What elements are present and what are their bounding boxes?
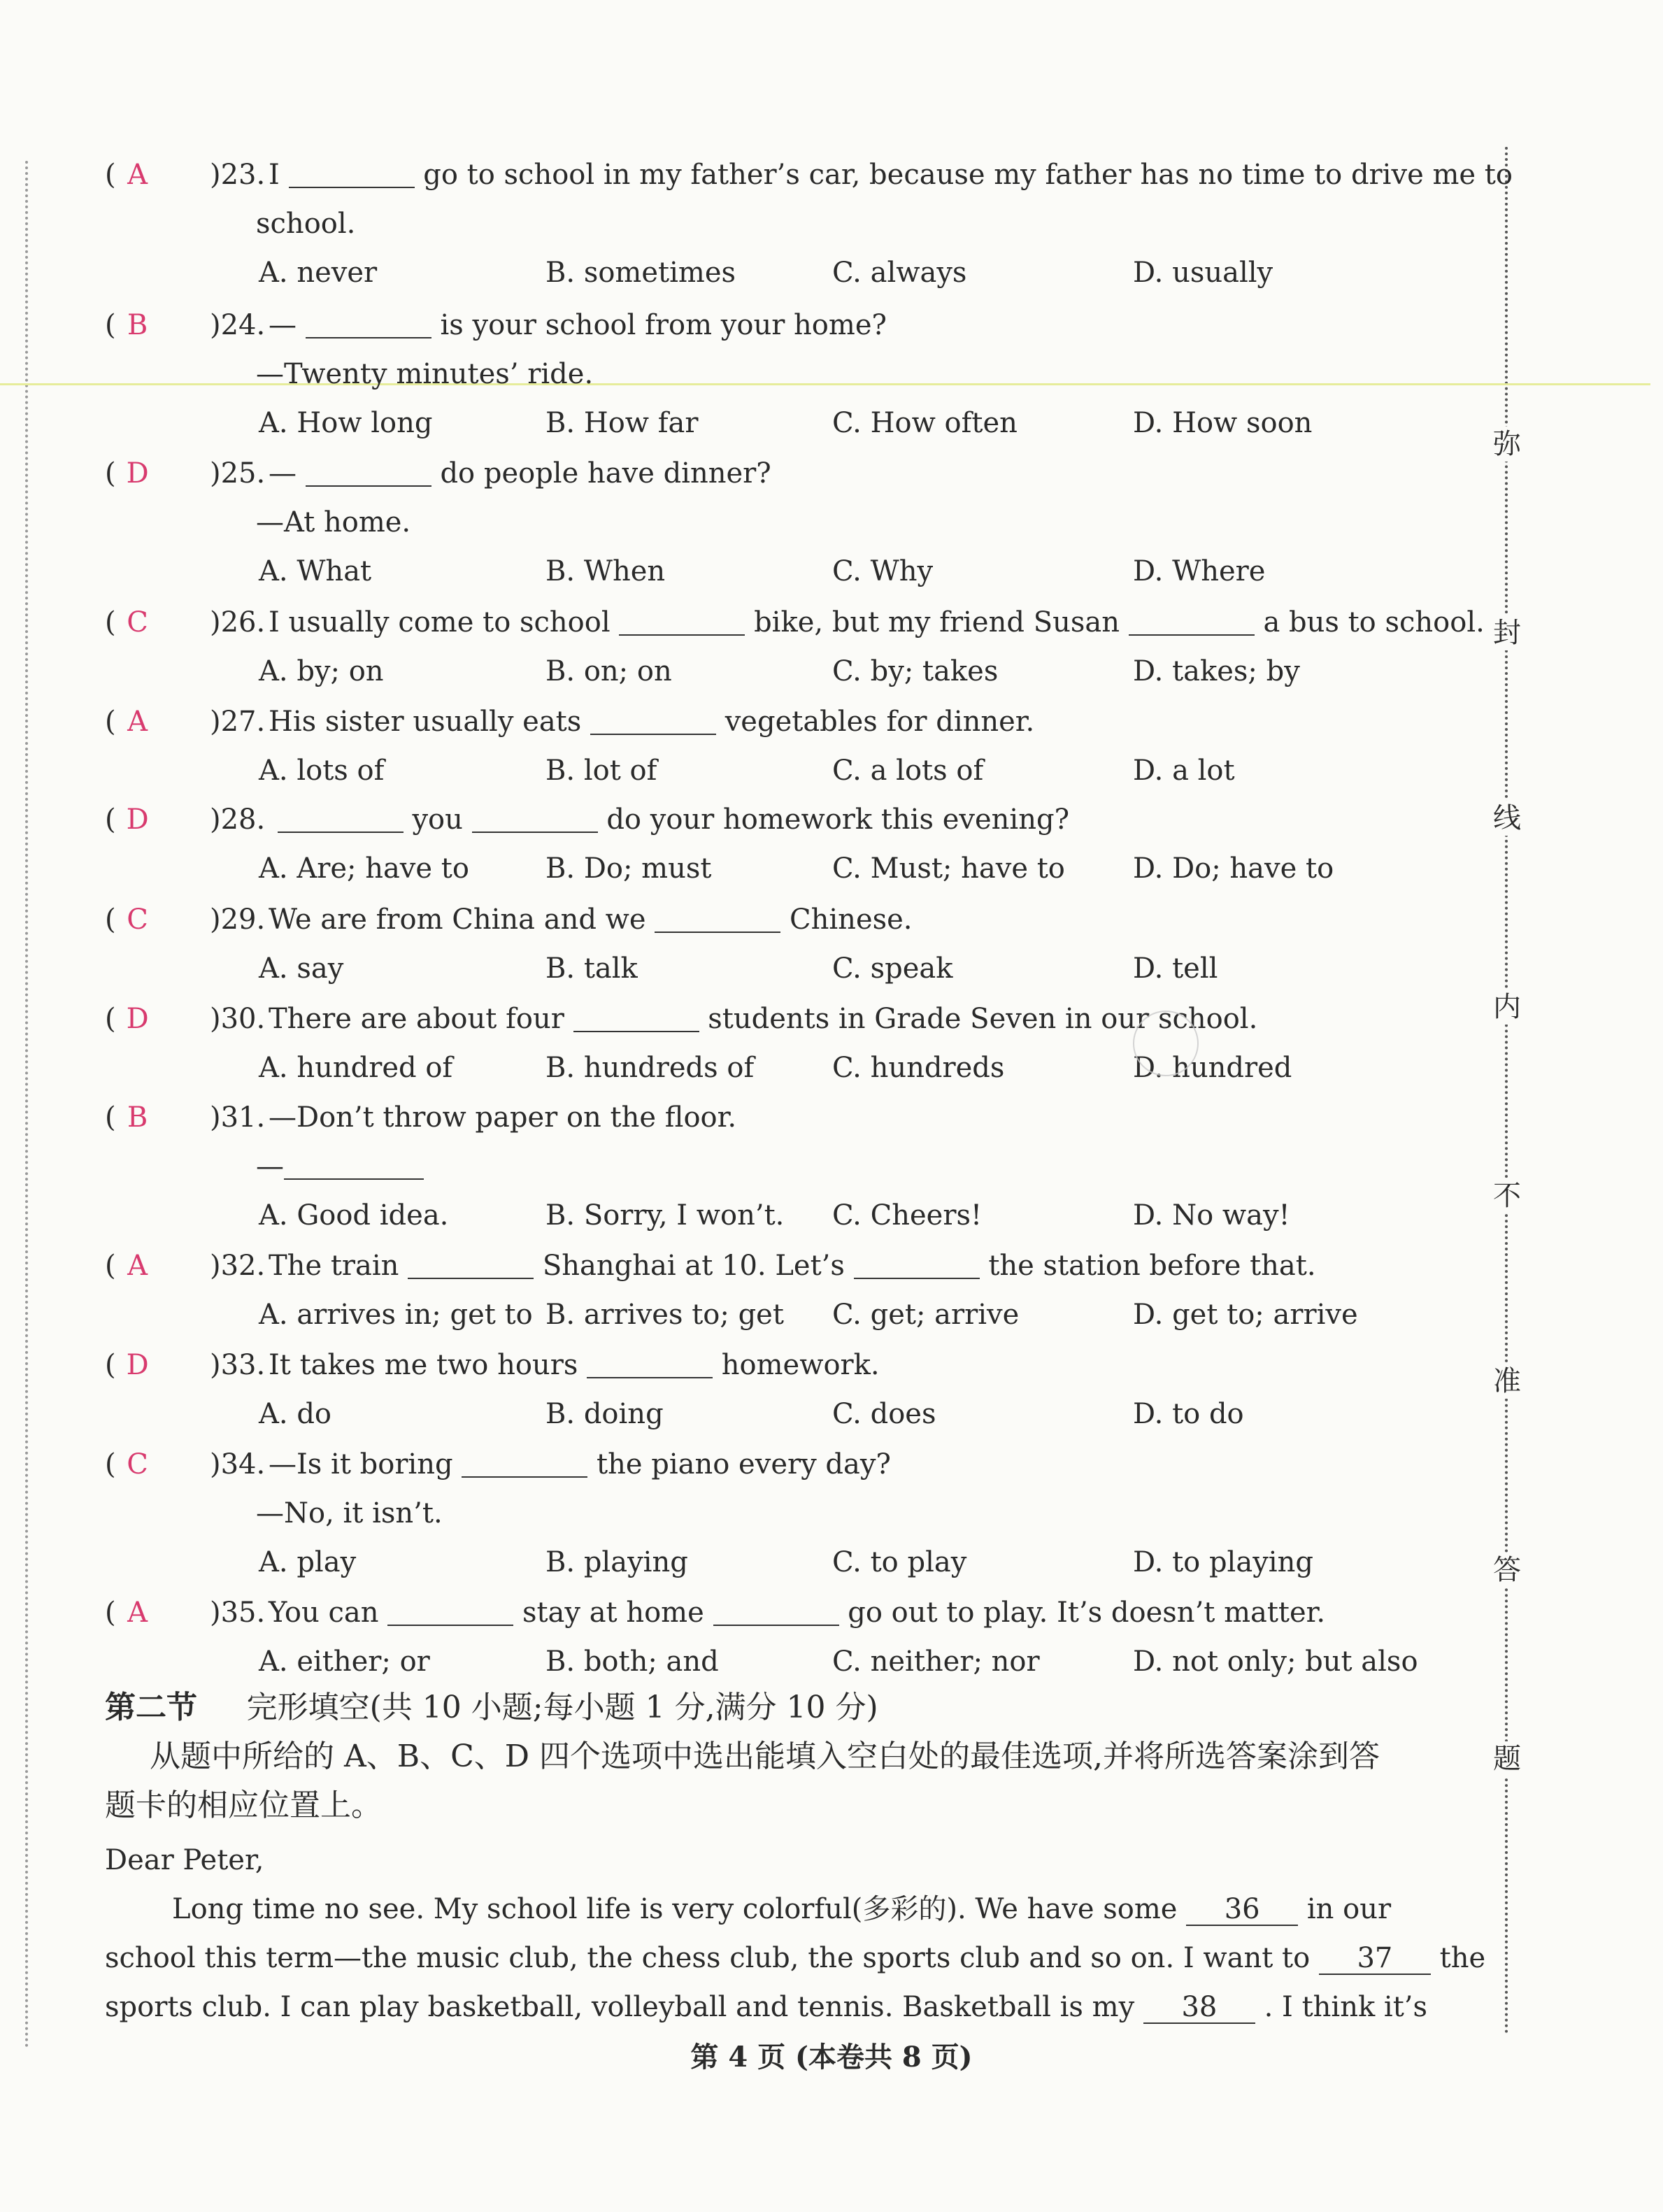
answer-paren: ( A <box>105 154 210 196</box>
answer-blank[interactable] <box>278 804 404 833</box>
option-a[interactable]: A. How long <box>259 407 433 439</box>
answer-blank[interactable] <box>387 1597 513 1626</box>
option-c[interactable]: C. Cheers! <box>832 1199 983 1232</box>
option-a[interactable]: A. arrives in; get to <box>259 1299 533 1331</box>
question-row <box>105 1097 736 1139</box>
cloze-blank-36[interactable]: 36 <box>1186 1888 1298 1926</box>
letter-line-3: sports club. I can play basketball, volleyball and tennis. Basketball is my 38 . I think it’s <box>105 1986 1427 2028</box>
answer-blank[interactable] <box>472 804 598 833</box>
question-number: )26. <box>210 606 266 638</box>
option-c[interactable]: C. hundreds <box>832 1052 1005 1084</box>
left-binding-line <box>25 161 28 2049</box>
side-char-3: 线 <box>1493 802 1521 834</box>
option-a[interactable]: A. play <box>259 1546 357 1578</box>
option-b[interactable]: B. doing <box>545 1398 664 1430</box>
option-b[interactable]: B. talk <box>545 952 638 985</box>
question-text-1: You can <box>269 1597 379 1629</box>
question-row <box>105 701 1034 743</box>
option-b[interactable]: B. playing <box>545 1546 688 1578</box>
letter-line-1: Long time no see. My school life is very colorful(多彩的). We have some 36 in our <box>172 1888 1391 1930</box>
section-title: 第二节 <box>105 1690 197 1725</box>
option-d[interactable]: D. hundred <box>1133 1052 1292 1084</box>
question-number: )34. <box>210 1448 266 1480</box>
option-a[interactable]: A. hundred of <box>259 1052 453 1084</box>
answer-paren: ( C <box>105 1443 210 1485</box>
question-row <box>105 1245 1316 1287</box>
question-continuation: —At home. <box>256 506 411 538</box>
question-text-2: Chinese. <box>790 904 913 936</box>
answer-blank[interactable] <box>590 706 716 735</box>
answer-paren: ( A <box>105 1245 210 1287</box>
question-text-2: you <box>412 804 463 836</box>
question-text-1: It takes me two hours <box>269 1349 578 1381</box>
answer-blank[interactable] <box>462 1448 587 1478</box>
question-text-3: a bus to school. <box>1263 606 1485 638</box>
option-b[interactable]: B. Do; must <box>545 852 712 885</box>
side-char-6: 准 <box>1493 1365 1521 1397</box>
question-text-1: — <box>269 457 297 490</box>
question-text-2: students in Grade Seven in our school. <box>708 1003 1258 1035</box>
question-text-1: I <box>269 159 280 191</box>
option-b[interactable]: B. arrives to; get <box>545 1299 784 1331</box>
question-row <box>105 998 1257 1040</box>
cloze-blank-38[interactable]: 38 <box>1143 1986 1255 2024</box>
answer-letter: B <box>127 1101 148 1134</box>
question-text-2: is your school from your home? <box>440 309 887 341</box>
option-b[interactable]: B. on; on <box>545 655 672 687</box>
question-continuation: —Twenty minutes’ ride. <box>256 358 594 390</box>
option-d[interactable]: D. No way! <box>1133 1199 1290 1232</box>
option-c[interactable]: C. a lots of <box>832 755 984 787</box>
question-number: )31. <box>210 1101 266 1134</box>
option-d[interactable]: D. Do; have to <box>1133 852 1334 885</box>
option-c[interactable]: C. speak <box>832 952 953 985</box>
question-row <box>105 304 887 346</box>
cloze-blank-37[interactable]: 37 <box>1319 1937 1431 1975</box>
answer-letter: A <box>127 159 148 191</box>
question-continuation: school. <box>256 208 356 240</box>
answer-paren: ( B <box>105 304 210 346</box>
option-c[interactable]: C. How often <box>832 407 1018 439</box>
option-c[interactable]: C. to play <box>832 1546 967 1578</box>
answer-blank[interactable] <box>587 1349 713 1378</box>
instruction-line-1: 从题中所给的 A、B、C、D 四个选项中选出能填入空白处的最佳选项,并将所选答案涂到答 <box>150 1739 1380 1774</box>
side-char-4: 内 <box>1493 991 1521 1023</box>
answer-blank[interactable] <box>306 457 431 487</box>
question-row <box>105 154 1513 196</box>
option-d[interactable]: D. takes; by <box>1133 655 1300 687</box>
option-a[interactable]: A. do <box>259 1398 332 1430</box>
answer-letter: B <box>127 309 148 341</box>
option-d[interactable]: D. to playing <box>1133 1546 1313 1578</box>
option-c[interactable]: C. Must; have to <box>832 852 1065 885</box>
section-heading <box>105 1685 878 1730</box>
question-text-1: —Don’t throw paper on the floor. <box>269 1101 737 1134</box>
question-number: )32. <box>210 1250 266 1282</box>
question-number: )35. <box>210 1597 266 1629</box>
question-text-1: I usually come to school <box>269 606 611 638</box>
question-text-1: There are about four <box>269 1003 564 1035</box>
question-row <box>105 601 1485 643</box>
option-a[interactable]: A. never <box>259 257 378 289</box>
question-text-3: do your homework this evening? <box>606 804 1070 836</box>
answer-paren: ( A <box>105 1592 210 1634</box>
answer-letter: D <box>126 1003 149 1035</box>
question-row <box>105 899 913 941</box>
side-char-2: 封 <box>1493 617 1521 649</box>
question-row <box>105 1443 891 1485</box>
answer-paren: ( D <box>105 1344 210 1386</box>
option-b[interactable]: B. sometimes <box>545 257 736 289</box>
letter-line-2: school this term—the music club, the chess club, the sports club and so on. I want to 37 the <box>105 1937 1485 1979</box>
question-text-2: bike, but my friend Susan <box>754 606 1120 638</box>
answer-blank[interactable] <box>408 1250 534 1279</box>
option-b[interactable]: B. Sorry, I won’t. <box>545 1199 785 1232</box>
question-continuation: —No, it isn’t. <box>256 1497 443 1529</box>
answer-blank[interactable] <box>289 159 415 188</box>
question-text-3: go out to play. It’s doesn’t matter. <box>848 1597 1326 1629</box>
option-a[interactable]: A. by; on <box>259 655 384 687</box>
side-char-1: 弥 <box>1493 428 1521 460</box>
option-d[interactable]: D. usually <box>1133 257 1273 289</box>
option-a[interactable]: A. Are; have to <box>259 852 469 885</box>
answer-blank[interactable] <box>1129 606 1255 636</box>
answer-blank[interactable] <box>284 1150 424 1180</box>
answer-blank[interactable] <box>655 904 780 933</box>
option-a[interactable]: A. lots of <box>259 755 385 787</box>
option-a[interactable]: A. Good idea. <box>259 1199 449 1232</box>
question-number: )28. <box>210 804 266 836</box>
side-char-5: 不 <box>1493 1180 1521 1212</box>
option-d[interactable]: D. tell <box>1133 952 1218 985</box>
answer-letter: C <box>127 606 148 638</box>
question-number: )25. <box>210 457 266 490</box>
answer-paren: ( D <box>105 452 210 494</box>
option-a[interactable]: A. say <box>259 952 344 985</box>
option-d[interactable]: D. not only; but also <box>1133 1646 1418 1678</box>
answer-letter: C <box>127 904 148 936</box>
answer-paren: ( B <box>105 1097 210 1139</box>
question-text-2: stay at home <box>522 1597 704 1629</box>
option-c[interactable]: C. does <box>832 1398 936 1430</box>
question-number: )29. <box>210 904 266 936</box>
question-text-1: His sister usually eats <box>269 706 582 738</box>
answer-paren: ( D <box>105 799 210 841</box>
question-row <box>105 1344 880 1386</box>
answer-letter: D <box>126 804 149 836</box>
letter-greeting: Dear Peter, <box>105 1844 264 1876</box>
question-number: )30. <box>210 1003 266 1035</box>
question-text-3: the station before that. <box>988 1250 1316 1282</box>
question-text-1: We are from China and we <box>269 904 646 936</box>
option-d[interactable]: D. How soon <box>1133 407 1313 439</box>
option-c[interactable]: C. by; takes <box>832 655 999 687</box>
question-text-2: go to school in my father’s car, because my father has no time to drive me to <box>423 159 1513 191</box>
page-footer: 第 4 页 (本卷共 8 页) <box>690 2041 973 2074</box>
answer-paren: ( A <box>105 701 210 743</box>
answer-paren: ( C <box>105 899 210 941</box>
answer-blank[interactable] <box>713 1597 839 1626</box>
answer-blank[interactable] <box>306 309 431 338</box>
question-number: )33. <box>210 1349 266 1381</box>
question-number: )23. <box>210 159 266 191</box>
option-c[interactable]: C. neither; nor <box>832 1646 1040 1678</box>
option-d[interactable]: D. to do <box>1133 1398 1244 1430</box>
option-c[interactable]: C. always <box>832 257 967 289</box>
answer-blank[interactable] <box>854 1250 980 1279</box>
question-row <box>105 799 1069 841</box>
question-continuation: — <box>256 1146 424 1187</box>
question-text-2: do people have dinner? <box>440 457 771 490</box>
question-text-2: homework. <box>721 1349 880 1381</box>
question-text-2: Shanghai at 10. Let’s <box>542 1250 845 1282</box>
option-c[interactable]: C. get; arrive <box>832 1299 1020 1331</box>
question-text-1: — <box>269 309 297 341</box>
question-row <box>105 1592 1325 1634</box>
question-number: )27. <box>210 706 266 738</box>
option-b[interactable]: B. How far <box>545 407 699 439</box>
option-d[interactable]: D. get to; arrive <box>1133 1299 1358 1331</box>
question-text-2: vegetables for dinner. <box>725 706 1035 738</box>
question-row <box>105 452 771 494</box>
answer-letter: D <box>126 1349 149 1381</box>
answer-letter: A <box>127 1250 148 1282</box>
question-text-1: The train <box>269 1250 399 1282</box>
option-d[interactable]: D. Where <box>1133 555 1266 587</box>
option-a[interactable]: A. What <box>259 555 372 587</box>
answer-letter: A <box>127 1597 148 1629</box>
section-subtitle: 完形填空(共 10 小题;每小题 1 分,满分 10 分) <box>246 1690 878 1725</box>
option-b[interactable]: B. When <box>545 555 666 587</box>
answer-letter: A <box>127 706 148 738</box>
answer-letter: C <box>127 1448 148 1480</box>
question-number: )24. <box>210 309 266 341</box>
question-text-2: the piano every day? <box>597 1448 891 1480</box>
answer-paren: ( C <box>105 601 210 643</box>
question-text-1: —Is it boring <box>269 1448 453 1480</box>
answer-blank[interactable] <box>619 606 745 636</box>
option-c[interactable]: C. Why <box>832 555 934 587</box>
seal-stamp <box>1133 1011 1199 1076</box>
option-b[interactable]: B. hundreds of <box>545 1052 755 1084</box>
answer-paren: ( D <box>105 998 210 1040</box>
answer-letter: D <box>126 457 149 490</box>
option-b[interactable]: B. lot of <box>545 755 657 787</box>
side-char-8: 题 <box>1493 1743 1521 1775</box>
answer-blank[interactable] <box>573 1003 699 1032</box>
option-a[interactable]: A. either; or <box>259 1646 430 1678</box>
scan-line <box>0 383 1650 385</box>
option-b[interactable]: B. both; and <box>545 1646 719 1678</box>
side-char-7: 答 <box>1493 1554 1521 1586</box>
option-d[interactable]: D. a lot <box>1133 755 1235 787</box>
instruction-line-2: 题卡的相应位置上。 <box>105 1788 382 1823</box>
